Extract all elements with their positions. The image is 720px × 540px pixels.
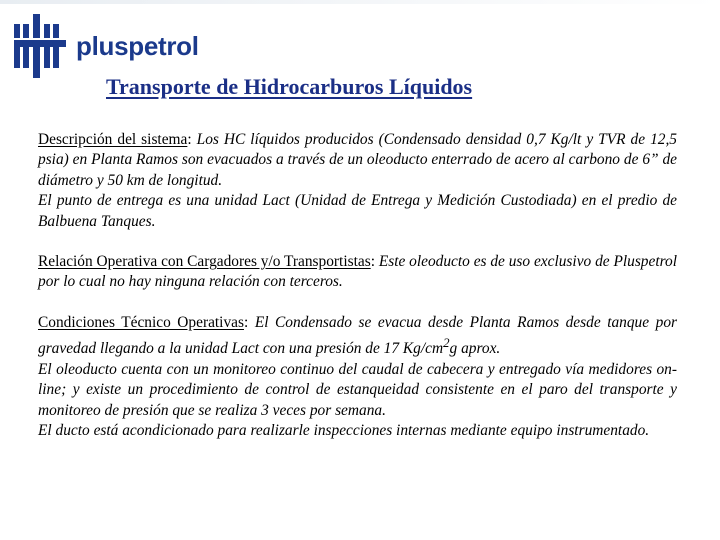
section-label: Condiciones Técnico Operativas — [38, 313, 244, 331]
section-label: Descripción del sistema — [38, 131, 188, 148]
top-accent-bar — [0, 0, 720, 4]
section-text: El Condensado se evacua desde Planta Ramos desde tanque por gravedad llegando a la unidad Lact con una presión de 17 Kg/cm — [38, 313, 678, 358]
section-condiciones: Condiciones Técnico Operativas: El Condensado se evacua desde Planta Ramos desde tanque por gravedad llegando a la unidad Lact con una presión de 17 $Kg/cm^2g$ aprox. El oleoducto cuenta con un monitoreo continuo del caudal de cabecera y entregado vía medidores on-line; y existe un procedimiento de control de estanqueidad consistente en el paro del transporte y monitoreo de presión que se realiza 3 veces por semana. El ducto está acondicionado para realizarle inspecciones internas mediante equipo instrumentado. — [38, 313, 677, 442]
section-text-tail: g aprox. — [449, 340, 501, 358]
section-extra-text: El oleoducto cuenta con un monitoreo continuo del caudal de cabecera y entregado vía medidores on-line; y existe un procedimiento de control de estanqueidad consistente en el paro del transporte y monitoreo de presión que se realiza 3 veces por semana. — [38, 360, 677, 419]
section-extra-text: El ducto está acondicionado para realizarle inspecciones internas mediante equipo instrumentado. — [38, 422, 650, 439]
brand-name: pluspetrol — [76, 30, 199, 61]
section-text: Los HC líquidos producidos (Condensado densidad 0,7 Kg/lt y TVR de 12,5 psia) en Planta Ramos son evacuados a través de un oleoducto enterrado de acero al carbono de 6” de diámetro y 50 km de longitud. — [38, 131, 678, 189]
document-body — [38, 130, 677, 461]
section-descripcion: Descripción del sistema: Los HC líquidos producidos (Condensado densidad 0,7 Kg/lt y TVR de 12,5 psia) en Planta Ramos son evacuados a través de un oleoducto enterrado de acero al carbono de 6” de diámetro y 50 km de longitud. El punto de entrega es una unidad Lact (Unidad de Entrega y Medición Custodiada) en el predio de Balbuena Tanques. — [38, 130, 677, 232]
section-relacion: Relación Operativa con Cargadores y/o Transportistas: Este oleoducto es de uso exclusivo de Pluspetrol por lo cual no hay ninguna relación con terceros. — [38, 253, 677, 291]
section-label: Relación Operativa con Cargadores y/o Transportistas — [38, 253, 371, 271]
section-text: Este oleoducto es de uso exclusivo de Pluspetrol por lo cual no hay ninguna relación con terceros. — [38, 253, 677, 291]
section-extra-text: El punto de entrega es una unidad Lact (Unidad de Entrega y Medición Custodiada) en el predio de Balbuena Tanques. — [38, 192, 677, 230]
superscript: 2 — [443, 336, 450, 351]
brand-logo — [12, 14, 212, 78]
page-title: Transporte de Hidrocarburos Líquidos — [106, 74, 473, 99]
pluspetrol-logo-icon — [12, 14, 68, 78]
